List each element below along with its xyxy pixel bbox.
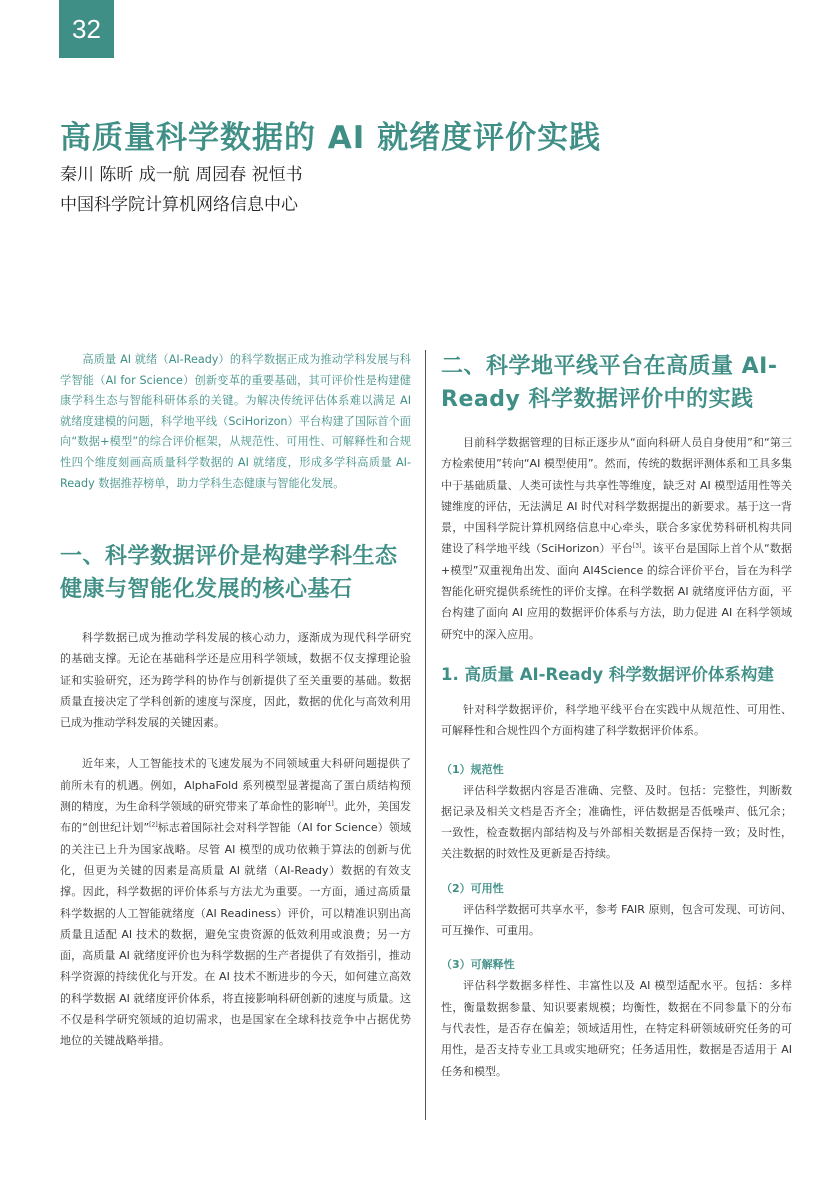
reference-3: [3] — [632, 542, 642, 550]
section-2-heading: 二、科学地平线平台在高质量 AI-Ready 科学数据评价中的实践 — [441, 354, 778, 412]
right-column — [441, 350, 792, 1082]
reference-2: [2] — [149, 821, 158, 829]
page-number: 32 — [72, 13, 101, 44]
section-2-paragraph-1-part-b: 。该平台是国际上首个从“数据+模型”双重视角出发、面向 AI4Science 的综合评价平台，旨在为科学智能化研究提供系统性的评价支撑。在科学数据 AI 就绪度评估方面，平台构建了面向 AI 应用的数据评价体系与方法，助力促进 AI 在科学领域研究中的深入应用。 — [441, 542, 792, 641]
authors: 秦川 陈昕 成一航 周园春 祝恒书 — [60, 165, 303, 185]
reference-1: [1] — [325, 800, 334, 808]
column-divider — [425, 350, 426, 1120]
section-1-paragraph-2-part-c: 标志着国际社会对科学智能（AI for Science）领域的关注已上升为国家战略。尽管 AI 模型的成功依赖于算法的创新与优化，但更为关键的因素是高质量 AI 就绪（AI-Ready）数据的有效支撑。因此，科学数据的评价体系与方法尤为重要。一方面，通过高质量科学数据的人工智能就绪度（AI Readiness）评价，可以精准识别出高质量且适配 AI 技术的数据，避免宝贵资源的低效利用或浪费；另一方面，高质量 AI 就绪度评价也为科学数据的生产者提供了有效指引，推动科学资源的持续优化与开发。在 AI 技术不断进步的今天，如何建立高效的科学数据 AI 就绪度评价体系，将直接影响科研创新的速度与质量。这不仅是科学研究领域的迫切需求，也是国家在全球科技竞争中占据优势地位的关键战略举措。 — [60, 821, 411, 1048]
criterion-3-heading: （3）可解释性 — [441, 958, 515, 972]
abstract: 高质量 AI 就绪（AI-Ready）的科学数据正成为推动学科发展与科学智能（AI for Science）创新变革的重要基础，其可评价性是构建健康学科生态与智能科研体系的关键。为解决传统评估体系难以满足 AI 就绪度建模的问题，科学地平线（SciHorizon）平台构建了国际首个面向“数据+模型”的综合评价框架，从规范性、可用性、可解释性和合规性四个维度刻画高质量科学数据的 AI 就绪度，形成多学科高质量 AI-Ready 数据推荐榜单，助力学科生态健康与智能化发展。 — [60, 353, 411, 490]
criterion-2-heading: （2）可用性 — [441, 881, 504, 895]
section-1-heading: 一、科学数据评价是构建学科生态健康与智能化发展的核心基石 — [60, 544, 398, 602]
criterion-1-heading: （1）规范性 — [441, 762, 504, 776]
affiliation: 中国科学院计算机网络信息中心 — [60, 195, 298, 215]
criterion-1-text: 评估科学数据内容是否准确、完整、及时。包括：完整性，判断数据记录及相关文档是否齐全；准确性，评估数据是否低噪声、低冗余；一致性，检查数据内部结构及与外部相关数据是否保持一致；及时性，关注数据的时效性及更新是否持续。 — [441, 783, 792, 861]
section-2-paragraph-1 — [441, 432, 792, 645]
left-column — [60, 540, 411, 1052]
section-2-paragraph-1-part-a: 目前科学数据管理的目标正逐步从“面向科研人员自身使用”和“第三方检索使用”转向“AI 模型使用”。然而，传统的数据评测体系和工具多集中于基础质量、人类可读性与共享性等维度，缺乏对 AI 模型适用性等关键维度的评估，无法满足 AI 时代对科学数据提出的新要求。基于这一背景，中国科学院计算机网络信息中心牵头，联合多家优势科研机构共同建设了科学地平线（SciHorizon）平台 — [441, 436, 792, 556]
criterion-3-text: 评估科学数据多样性、丰富性以及 AI 模型适配水平。包括：多样性，衡量数据参量、知识要素规模；均衡性，数据在不同参量下的分布与代表性，是否存在偏差；领域适用性，在特定科研领域研究任务的可用性，是否支持专业工具或实地研究；任务适用性，数据是否适用于 AI 任务和模型。 — [441, 979, 792, 1078]
article-title: 高质量科学数据的 AI 就绪度评价实践 — [60, 120, 602, 156]
section-1-paragraph-2 — [60, 753, 411, 1051]
page-number-badge — [59, 0, 114, 58]
section-1-paragraph-2-part-b: 。此外，美国发布的“创世纪计划” — [60, 800, 412, 835]
criterion-2-text: 评估科学数据可共享水平，参考 FAIR 原则，包含可发现、可访问、可互操作、可重用。 — [441, 902, 792, 938]
subsection-1-paragraph: 针对科学数据评价，科学地平线平台在实践中从规范性、可用性、可解释性和合规性四个方面构建了科学数据评价体系。 — [441, 702, 792, 738]
section-1-paragraph-2-part-a: 近年来，人工智能技术的飞速发展为不同领域重大科研问题提供了前所未有的机遇。例如，AlphaFold 系列模型显著提高了蛋白质结构预测的精度，为生命科学领域的研究带来了革命性的影响 — [60, 757, 411, 814]
subsection-1-heading: 1. 高质量 AI-Ready 科学数据评价体系构建 — [441, 664, 774, 684]
section-1-paragraph-1: 科学数据已成为推动学科发展的核心动力，逐渐成为现代科学研究的基础支撑。无论在基础科学还是应用科学领域，数据不仅支撑理论验证和实验研究，还为跨学科的协作与创新提供了至关重要的基础。数据质量直接决定了学科创新的速度与深度，因此，数据的优化与高效利用已成为推动学科发展的关键因素。 — [60, 631, 411, 730]
